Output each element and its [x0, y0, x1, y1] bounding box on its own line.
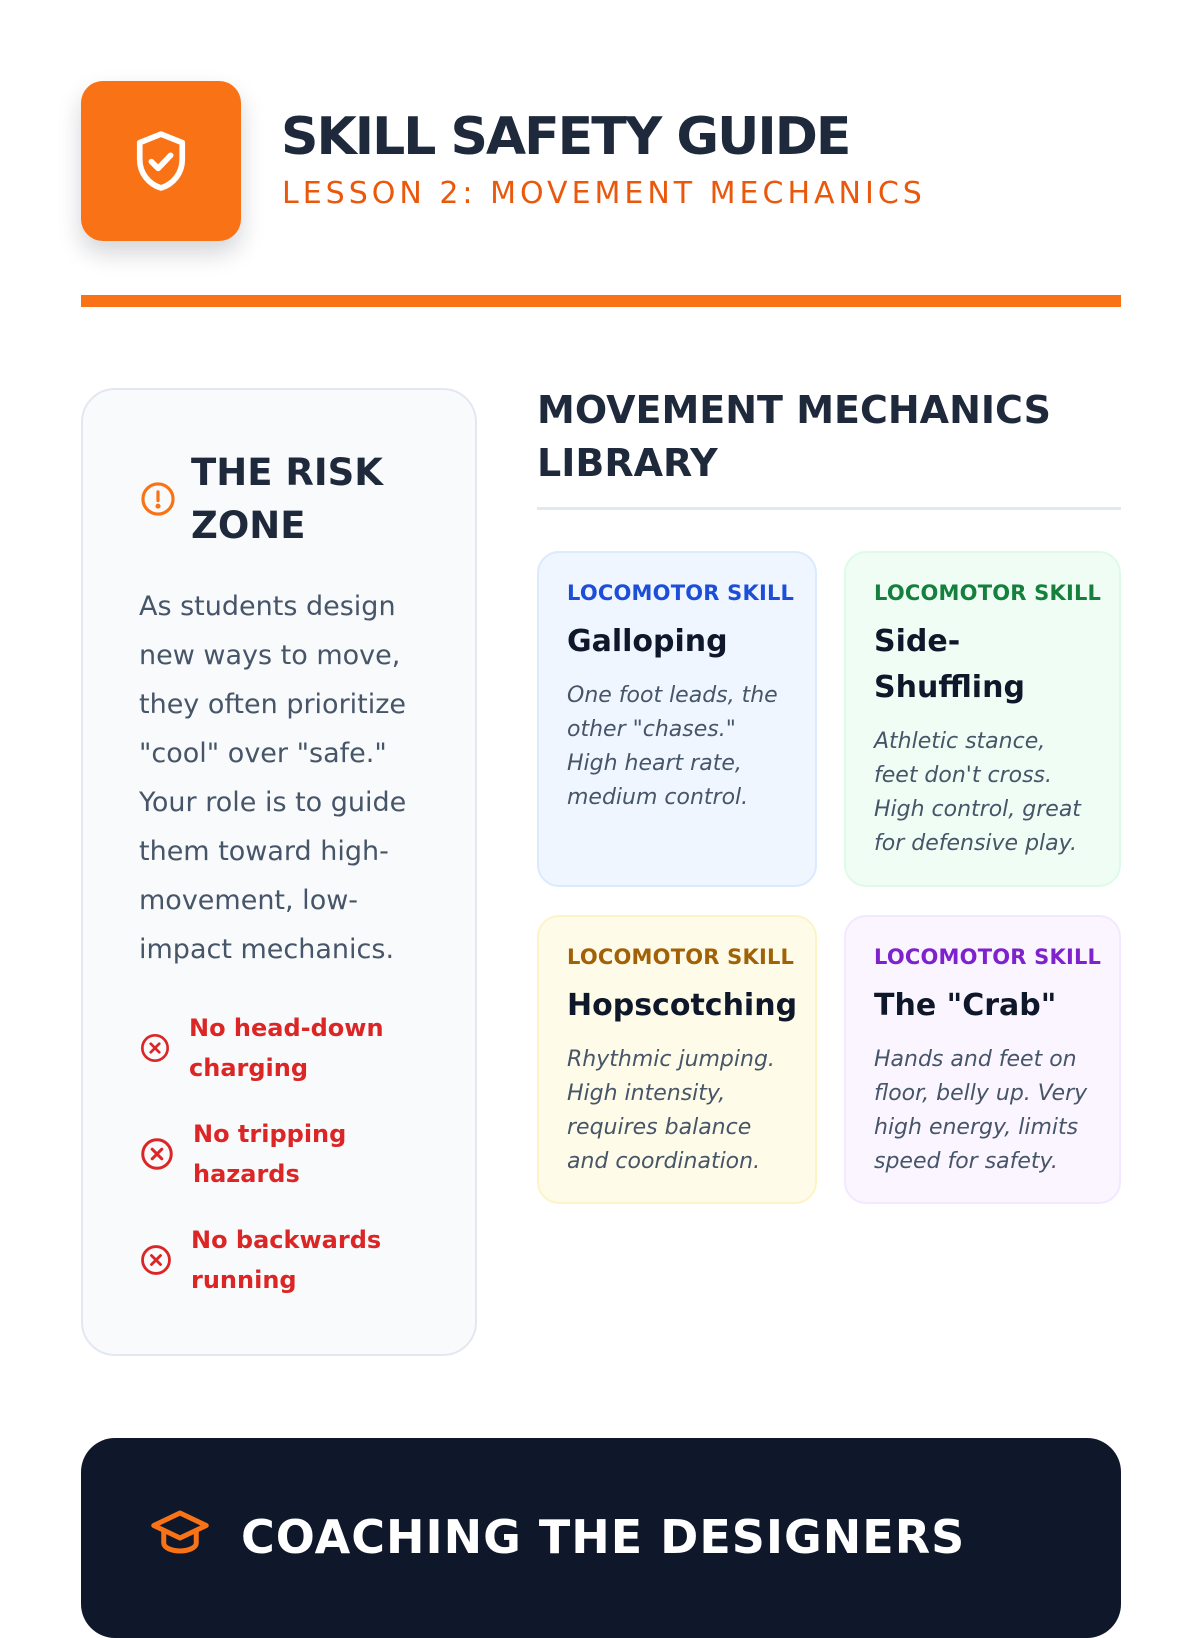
skill-description: Rhythmic jumping. High intensity, requires balance and coordination. — [567, 1047, 775, 1174]
safety-rule — [139, 1008, 393, 1088]
skill-card-hopscotching — [537, 915, 817, 1204]
risk-zone-header — [139, 446, 391, 552]
risk-zone-body: As students design new ways to move, they often prioritize "cool" over "safe." Your role is to guide them toward high-movement, low-impact mechanics. — [139, 591, 407, 965]
page-title: SKILL SAFETY GUIDE — [281, 107, 850, 167]
skill-card-side-shuffling — [844, 551, 1121, 887]
shield-badge — [81, 81, 241, 241]
safety-rule-text: No tripping hazards — [193, 1120, 347, 1188]
safety-rules-list — [139, 1008, 393, 1326]
page-subtitle: LESSON 2: MOVEMENT MECHANICS — [282, 176, 926, 211]
skill-description: One foot leads, the other "chases." High heart rate, medium control. — [567, 683, 778, 810]
skill-category: LOCOMOTOR SKILL — [567, 945, 795, 969]
library-title: MOVEMENT MECHANICS LIBRARY — [537, 388, 1051, 485]
safety-rule — [139, 1114, 393, 1194]
skill-card-crab — [844, 915, 1121, 1204]
safety-rule-text: No backwards running — [191, 1226, 382, 1294]
skill-card-galloping — [537, 551, 817, 887]
header-divider — [81, 295, 1121, 307]
page-header — [81, 81, 1121, 241]
safety-rule — [139, 1220, 393, 1300]
skill-name: Galloping — [567, 624, 728, 659]
skill-category: LOCOMOTOR SKILL — [874, 945, 1102, 969]
skill-name: Side-Shuffling — [874, 624, 1025, 705]
skill-description: Athletic stance, feet don't cross. High control, great for defensive play. — [874, 729, 1081, 856]
coaching-section — [81, 1438, 1121, 1638]
x-circle-icon — [139, 1032, 171, 1064]
library-divider — [537, 507, 1121, 510]
skill-category: LOCOMOTOR SKILL — [874, 581, 1102, 605]
risk-zone-panel — [81, 388, 477, 1356]
x-circle-icon — [139, 1243, 173, 1277]
safety-rule-text: No head-down charging — [189, 1014, 384, 1082]
x-circle-icon — [139, 1136, 175, 1172]
skill-description: Hands and feet on floor, belly up. Very high energy, limits speed for safety. — [874, 1047, 1088, 1174]
skill-name: Hopscotching — [567, 988, 798, 1023]
alert-circle-icon — [139, 480, 177, 518]
skill-name: The "Crab" — [874, 988, 1057, 1023]
risk-zone-title: THE RISK ZONE — [191, 451, 383, 547]
graduation-cap-icon — [149, 1508, 211, 1558]
coaching-title: COACHING THE DESIGNERS — [241, 1510, 966, 1564]
skill-category: LOCOMOTOR SKILL — [567, 581, 795, 605]
shield-check-icon — [127, 123, 195, 199]
